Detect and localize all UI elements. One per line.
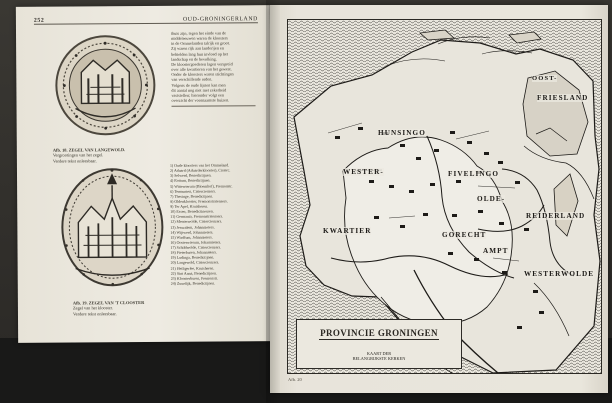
- note-line: 8) Oldenklooster, Premonstratensers.: [170, 199, 228, 204]
- map-cartouche: [296, 319, 462, 369]
- note-line: 11) Germania, Premonstratensers.: [170, 214, 224, 220]
- seal-caption-line: Verdere tekst onleesbaar.: [52, 158, 97, 164]
- map-label-westerwolde: WESTERWOLDE: [524, 270, 595, 278]
- body-text-line: thuis zijn, tegen het einde van de: [171, 30, 227, 36]
- running-head: [34, 12, 258, 25]
- book-title: OUD-GRONINGERLAND: [182, 16, 258, 23]
- body-text-line: Onder de kloosters waren stichtingen: [171, 71, 234, 78]
- note-line: 7) Thesinge, Benedictijnen.: [170, 194, 214, 199]
- note-line: 23) Kloosterburen, Premonstr.: [170, 276, 218, 281]
- note-line: 12) Menterwolde, Cistercienzers.: [170, 219, 223, 225]
- map-label-oost: OOST-: [532, 75, 558, 82]
- note-line: 24) Zuurdijk, Benedictijnen.: [170, 281, 216, 286]
- map-label-gorecht: GORECHT: [442, 231, 487, 239]
- seal-caption-line: Zegel van het klooster.: [72, 305, 113, 311]
- text-divider: [172, 105, 256, 106]
- note-line: 15) Warffum, Johannieters.: [170, 235, 213, 240]
- note-line: 2) Aduard (Aduarderklooster), Cisterc.: [169, 168, 231, 173]
- note-line: 6) Termunten, Cistercienzers.: [170, 189, 217, 194]
- body-text-line: Zij waren rijk aan landerijen en: [171, 45, 224, 52]
- map-label-ampt: AMPT: [483, 247, 509, 255]
- note-line: 14) Wijtwerd, Johannieters.: [170, 230, 214, 235]
- note-line: 20) Langewold, Cistercienzers.: [170, 260, 220, 266]
- map-cartouche-subtitle-line: KAART DER: [366, 351, 392, 356]
- body-text-line: van verschillende orden.: [171, 76, 213, 83]
- map-label-kwartier: KWARTIER: [323, 227, 372, 235]
- note-line: 18) Pieterburen, Johannieters.: [170, 250, 218, 255]
- note-line: 4) Rottum, Benedictijnen.: [170, 178, 211, 184]
- map-label-fivelingo: FIVELINGO: [448, 170, 500, 178]
- body-text-line: over alle kwartieren van het gewest.: [171, 66, 232, 72]
- body-text-line: dit aantal nog niet met zekerheid: [171, 87, 227, 93]
- map-label-olde: OLDE-: [477, 195, 506, 203]
- note-line: 5) Wittewierum (Bloemhof), Premonstr.: [170, 183, 233, 189]
- note-line: 22) Sint Anna, Benedictijnen.: [170, 271, 217, 276]
- note-line: 10) Essen, Benedictinessen.: [170, 209, 214, 214]
- body-text-line: Volgens de oude lijsten kan men: [171, 81, 226, 88]
- map-label-wester: WESTER-: [343, 168, 384, 176]
- note-line: 1) Oude kloosters van het Ommeland.: [169, 163, 230, 168]
- body-text-column: [171, 30, 264, 111]
- map-label-reiderland: REIDERLAND: [526, 212, 586, 220]
- notes-column: [170, 163, 265, 287]
- map-cartouche-title: PROVINCIE GRONINGEN: [320, 328, 438, 338]
- map-label-hunsingo: HUNSINGO: [378, 129, 426, 137]
- body-text-line: De kloostergoederen lagen verspreid: [171, 61, 233, 67]
- note-line: 19) Ludinga, Benedictijnen.: [170, 255, 215, 261]
- note-line: 3) Selwerd, Benedictijnen.: [170, 173, 212, 179]
- note-line: 13) Jeruzalem, Johannieters.: [170, 225, 215, 230]
- groningen-map: [287, 19, 602, 374]
- clooster-seal-image: [55, 161, 170, 294]
- body-text-line: behielden lang hun invloed op het: [171, 51, 229, 57]
- seal-caption-bottom: [73, 300, 171, 317]
- note-line: 17) Schildwolde, Cistercienzers.: [170, 245, 222, 250]
- page-number: 252: [33, 17, 45, 24]
- spine-shadow: [266, 0, 280, 403]
- body-text-line: in de Ommelanden talrijk en groot.: [171, 40, 230, 47]
- note-line: 21) Heiligerlee, Kruisheren.: [170, 266, 215, 271]
- body-text-line: landschap en de bevolking.: [171, 56, 217, 62]
- map-figure-label: Afb. 20: [288, 377, 302, 382]
- seal-caption-title: Afb. 18. ZEGEL VAN LANGEWOLD.: [52, 147, 126, 153]
- map-cartouche-subtitle-line: BELANGRIJKSTE KERKEN: [352, 356, 406, 362]
- seal-caption-line: Verdere tekst onleesbaar.: [72, 311, 117, 317]
- langewold-seal-image: [50, 30, 161, 143]
- left-page: [16, 5, 272, 343]
- body-text-line: vaststellen; hieronder volgt een: [171, 92, 224, 98]
- right-page: [270, 5, 608, 393]
- note-line: 16) Oosterwierum, Johannieters.: [170, 240, 222, 245]
- body-text-line: overzicht der voornaamste huizen.: [171, 97, 230, 103]
- seal-caption-title: Afb. 19. ZEGEL VAN 'T CLOOSTER: [72, 300, 145, 306]
- body-text-line: middeleeuwen waren de kloosters: [171, 35, 228, 41]
- map-label-friesland: FRIESLAND: [537, 94, 589, 102]
- note-line: 9) Ter Apel, Kruisheren.: [170, 204, 209, 209]
- seal-caption-line: Vergrootingen van het zegel.: [52, 152, 104, 159]
- map-cartouche-subtitle: [337, 351, 421, 361]
